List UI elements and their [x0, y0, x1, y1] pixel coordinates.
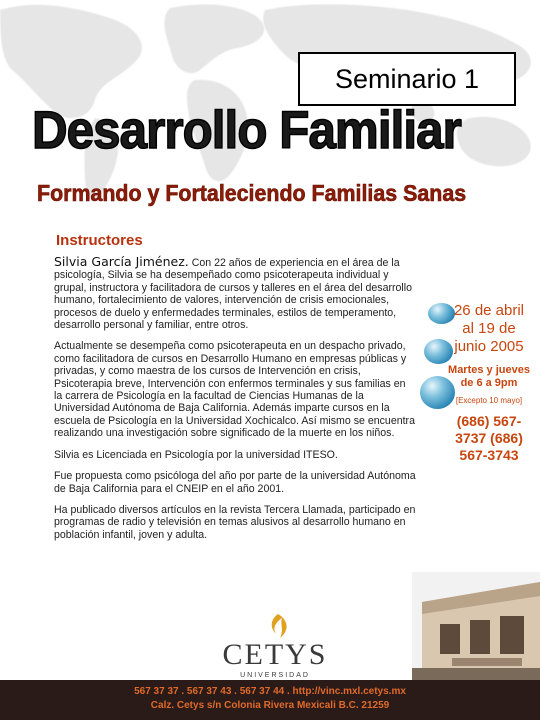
contact-phones: (686) 567-3737 (686) 567-3743: [455, 413, 523, 463]
cetys-logo: [220, 612, 330, 682]
bio-paragraph: Fue propuesta como psicóloga del año por parte de la universidad Autónoma de Baja California para el CNEIP en el año 2001.: [54, 470, 416, 495]
main-title: Desarrollo Familiar: [32, 101, 461, 160]
logo-name: CETYS: [222, 638, 328, 671]
event-schedule: Martes y jueves de 6 a 9pm: [448, 364, 530, 389]
bio-intro-paragraph: [54, 256, 416, 331]
building-image: [412, 572, 540, 684]
footer-address-line: Calz. Cetys s/n Colonia Rivera Mexicali B.C. 21259: [150, 700, 390, 711]
seminar-label-box: Seminario 1: [298, 52, 516, 106]
bio-paragraph: Actualmente se desempeña como psicoterapeuta en un despacho privado, como facilitadora de cursos en Desarrollo Humano en empresas públicas y privadas, y como maestra de los cursos de Intervención en crisis, Psicoterapia breve, Intervención con enfermos terminales y sus familias en la carrera de Psicología en la facultad de Ciencias Humanas de la Universidad Autónoma de Baja California. Además imparte cursos en la escuela de Psicología en la Universidad Xochicalco. Así mismo se encuentra realizando una investigación sobre significado de la muerte en los niños.: [54, 340, 415, 440]
event-exception: [Excepto 10 mayo]: [455, 396, 523, 405]
event-dates: 26 de abril al 19 de junio 2005: [453, 302, 525, 355]
instructors-heading: Instructores: [56, 232, 143, 249]
bio-paragraph: Ha publicado diversos artículos en la revista Tercera Llamada, participado en programas de radio y televisión en temas alusivos al desarrollo humano en población infantil, joven y adulta.: [54, 503, 416, 541]
instructor-name: Silvia García Jiménez.: [54, 254, 189, 269]
subtitle: Formando y Fortaleciendo Familias Sanas: [37, 180, 467, 206]
instructor-bio: [54, 256, 416, 550]
bio-paragraph: Silvia es Licenciada en Psicología por la universidad ITESO.: [54, 448, 338, 461]
logo-subtitle: UNIVERSIDAD: [240, 672, 310, 679]
event-info: [448, 302, 530, 464]
bio-intro-text: Con 22 años de experiencia en el área de la psicología, Silvia se ha desempeñado como psicoterapeuta individual y grupal, instructora y facilitadora de cursos y talleres en el área del desarrollo humano, fortalecimiento de valores, intervención de crisis emocionales, procesos de duelo y enfermedades terminales, estilos de temperamento, desarrollo personal y familiar, entre otros.: [54, 257, 413, 332]
footer-contact-line: 567 37 37 . 567 37 43 . 567 37 44 . http://vinc.mxl.cetys.mx: [134, 686, 406, 697]
